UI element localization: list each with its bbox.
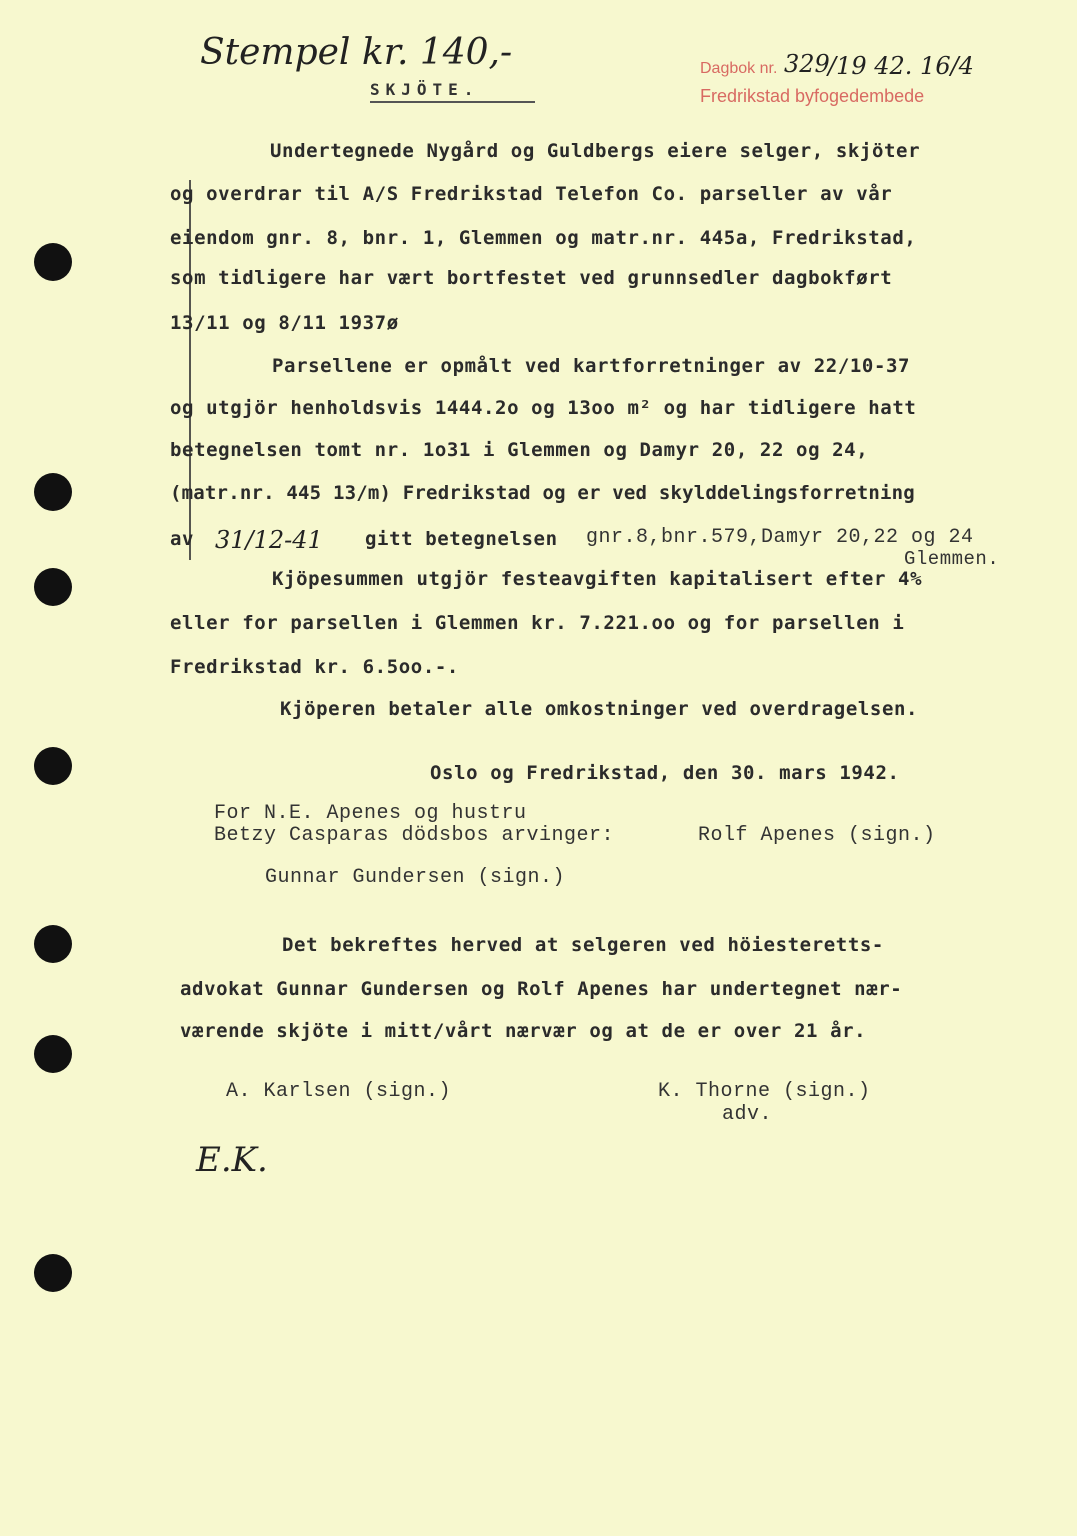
witness-right: K. Thorne (sign.)	[658, 1080, 871, 1103]
register-date: /19 42. 16/4	[828, 52, 974, 80]
body-line: eiendom gnr. 8, bnr. 1, Glemmen og matr.nr. 445a, Fredrikstad,	[170, 227, 917, 249]
body-line: og utgjör henholdsvis 1444.2o og 13oo m² og har tidligere hatt	[170, 397, 917, 419]
body-line: Parsellene er opmålt ved kartforretninger av 22/10-37	[272, 355, 911, 377]
signature-line-1: For N.E. Apenes og hustru	[214, 802, 527, 825]
body-line: Undertegnede Nygård og Guldbergs eiere selger, skjöter	[270, 140, 921, 162]
register-number: 329	[784, 50, 830, 78]
punch-hole	[34, 473, 72, 511]
signature-line-2: Betzy Casparas dödsbos arvinger:	[214, 824, 615, 847]
typed-addition: gnr.8,bnr.579,Damyr 20,22 og 24	[586, 526, 974, 549]
certification-line: værende skjöte i mitt/vårt nærvær og at de er over 21 år.	[180, 1020, 867, 1042]
insert-date-handwritten: 31/12-41	[215, 526, 323, 554]
typed-addition-2: Glemmen.	[904, 548, 1000, 570]
body-line: eller for parsellen i Glemmen kr. 7.221.oo og for parsellen i	[170, 612, 905, 634]
body-line: som tidligere har vært bortfestet ved grunnsedler dagbokført	[170, 267, 893, 289]
stamp-handwritten: Stempel kr. 140,-	[200, 32, 513, 73]
insert-text: gitt betegnelsen	[365, 528, 558, 550]
body-line: Fredrikstad kr. 6.5oo.-.	[170, 656, 459, 678]
office-name: Fredrikstad byfogedembede	[700, 86, 925, 106]
body-line: Kjöperen betaler alle omkostninger ved overdragelsen.	[280, 698, 919, 720]
punch-hole	[34, 747, 72, 785]
body-line: 13/11 og 8/11 1937ø	[170, 312, 399, 334]
certification-line: advokat Gunnar Gundersen og Rolf Apenes har undertegnet nær-	[180, 978, 903, 1000]
witness-right-title: adv.	[722, 1103, 773, 1126]
document-title: SKJÖTE.	[370, 80, 480, 99]
body-line: av	[170, 528, 195, 550]
initials-handwritten: E.K.	[196, 1140, 268, 1180]
punch-hole	[34, 568, 72, 606]
certification-line: Det bekreftes herved at selgeren ved höiesteretts-	[282, 934, 884, 956]
body-line: og overdrar til A/S Fredrikstad Telefon Co. parseller av vår	[170, 183, 893, 205]
register-label: Dagbok nr.	[700, 60, 778, 77]
title-underline	[370, 101, 535, 103]
body-line: Kjöpesummen utgjör festeavgiften kapitalisert efter 4%	[272, 568, 923, 590]
punch-hole	[34, 243, 72, 281]
signature-rolf: Rolf Apenes (sign.)	[698, 824, 936, 847]
witness-left: A. Karlsen (sign.)	[226, 1080, 452, 1103]
punch-hole	[34, 1035, 72, 1073]
signature-gunnar: Gunnar Gundersen (sign.)	[265, 866, 566, 889]
punch-hole	[34, 1254, 72, 1292]
punch-hole	[34, 925, 72, 963]
place-date: Oslo og Fredrikstad, den 30. mars 1942.	[430, 762, 900, 784]
body-line: (matr.nr. 445 13/m) Fredrikstad og er ved skylddelingsforretning	[170, 482, 915, 504]
body-line: betegnelsen tomt nr. 1o31 i Glemmen og Damyr 20, 22 og 24,	[170, 439, 869, 461]
